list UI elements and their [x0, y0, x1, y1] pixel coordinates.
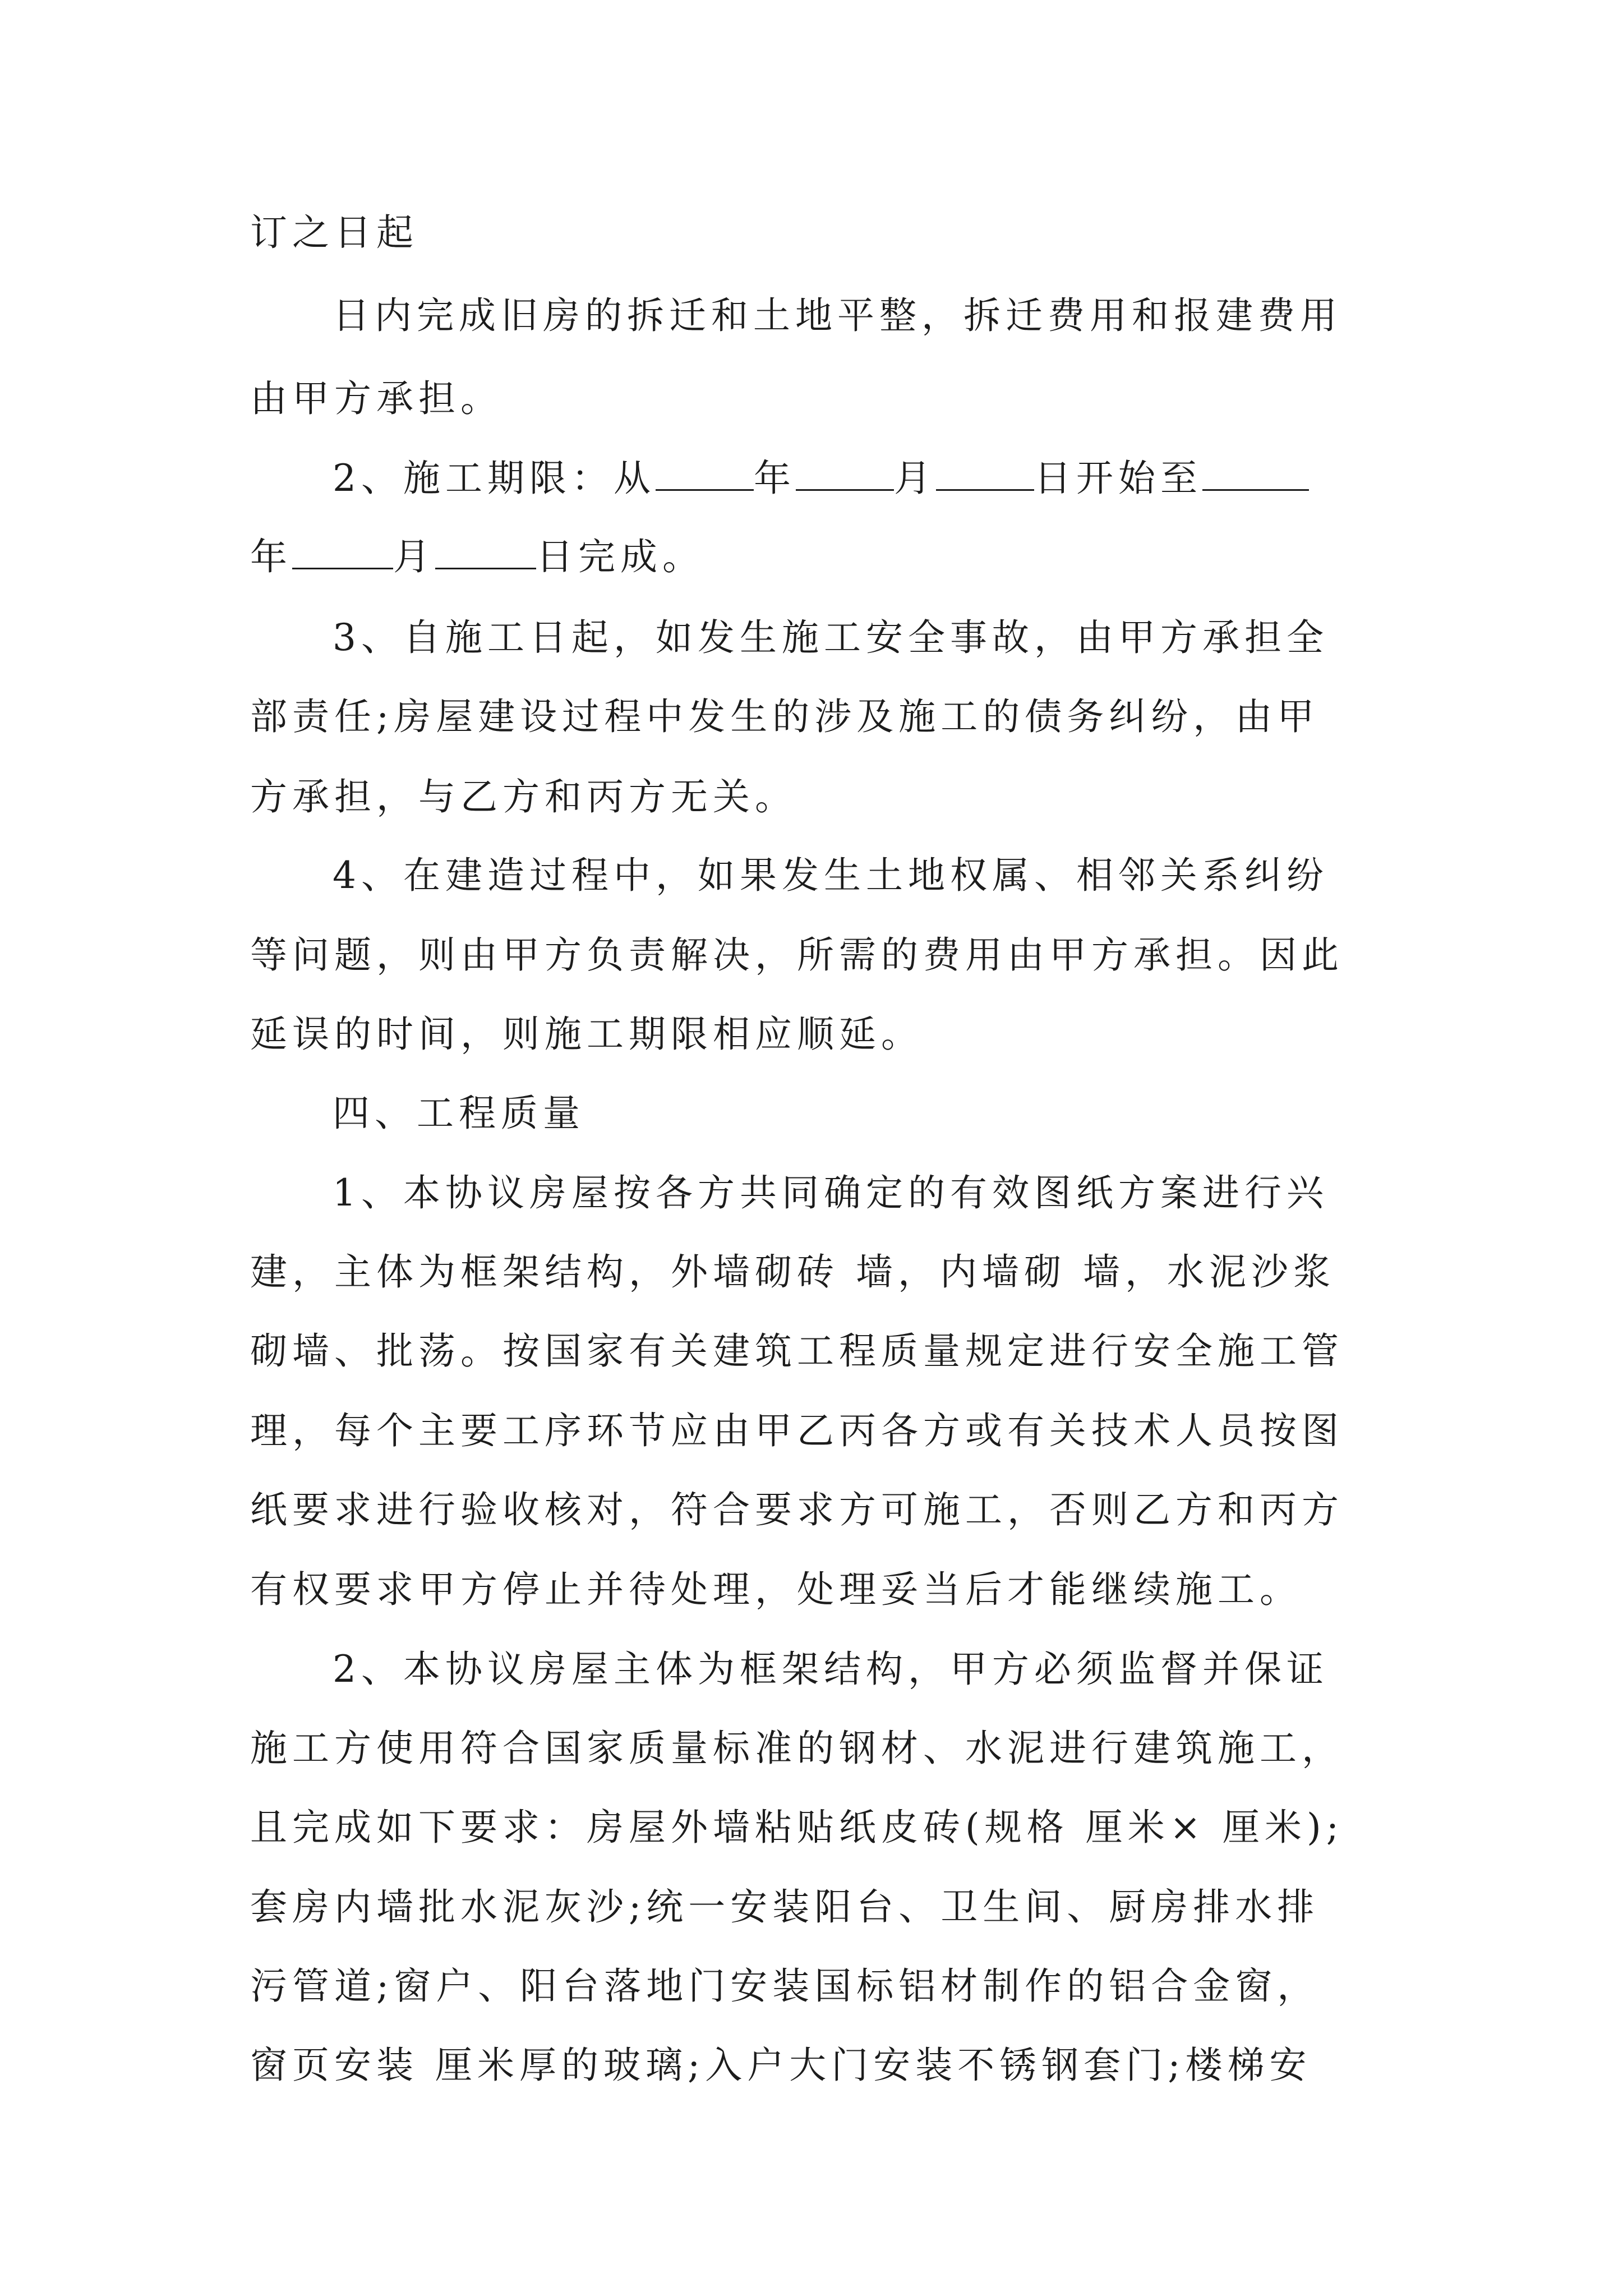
text-line: 砌墙、批荡。按国家有关建筑工程质量规定进行安全施工管 — [250, 1329, 1344, 1373]
blank-field — [435, 536, 536, 569]
blank-field — [1202, 458, 1309, 491]
text-line: 理，每个主要工序环节应由甲乙丙各方或有关技术人员按图 — [250, 1409, 1344, 1452]
text-fragment: 日完成。 — [536, 535, 704, 578]
text-line: 窗页安装 厘米厚的玻璃;入户大门安装不锈钢套门;楼梯安 — [250, 2044, 1312, 2087]
text-line: 等问题，则由甲方负责解决，所需的费用由甲方承担。因此 — [250, 933, 1344, 977]
text-line: 由甲方承担。 — [250, 377, 502, 420]
text-line: 3、自施工日起，如发生施工安全事故，由甲方承担全 — [333, 616, 1329, 659]
text-fragment: 月 — [393, 535, 435, 578]
blank-field — [796, 458, 894, 491]
text-line: 建，主体为框架结构，外墙砌砖 墙，内墙砌 墙，水泥沙浆 — [250, 1250, 1335, 1294]
date-line-end — [250, 532, 704, 582]
text-line: 有权要求甲方停止并待处理，处理妥当后才能继续施工。 — [250, 1568, 1302, 1611]
section-heading: 四、工程质量 — [333, 1092, 585, 1135]
text-line: 污管道;窗户、阳台落地门安装国标铝材制作的铝合金窗， — [250, 1964, 1320, 2008]
text-line: 1、本协议房屋按各方共同确定的有效图纸方案进行兴 — [333, 1171, 1329, 1214]
text-line: 方承担，与乙方和丙方无关。 — [250, 775, 797, 818]
blank-field — [936, 458, 1034, 491]
blank-field — [292, 536, 393, 569]
date-line-start — [333, 453, 1309, 504]
text-line: 2、本协议房屋主体为框架结构，甲方必须监督并保证 — [333, 1648, 1329, 1691]
text-line: 施工方使用符合国家质量标准的钢材、水泥进行建筑施工， — [250, 1727, 1344, 1770]
text-fragment: 2、施工期限：从 — [333, 457, 656, 500]
blank-field — [656, 458, 754, 491]
text-line: 延误的时间，则施工期限相应顺延。 — [250, 1013, 923, 1056]
text-fragment: 年 — [250, 535, 292, 578]
text-fragment: 年 — [754, 457, 796, 500]
text-fragment: 月 — [894, 457, 936, 500]
text-line: 部责任;房屋建设过程中发生的涉及施工的债务纠纷，由甲 — [250, 695, 1320, 738]
text-line: 套房内墙批水泥灰沙;统一安装阳台、卫生间、厨房排水排 — [250, 1885, 1320, 1929]
text-line: 订之日起 — [250, 211, 418, 254]
text-fragment: 日开始至 — [1034, 457, 1202, 500]
text-line: 且完成如下要求：房屋外墙粘贴纸皮砖(规格 厘米× 厘米); — [250, 1806, 1344, 1849]
text-line: 日内完成旧房的拆迁和土地平整，拆迁费用和报建费用 — [333, 294, 1342, 337]
text-line: 4、在建造过程中，如果发生土地权属、相邻关系纠纷 — [333, 854, 1329, 897]
text-line: 纸要求进行验收核对，符合要求方可施工，否则乙方和丙方 — [250, 1488, 1344, 1531]
